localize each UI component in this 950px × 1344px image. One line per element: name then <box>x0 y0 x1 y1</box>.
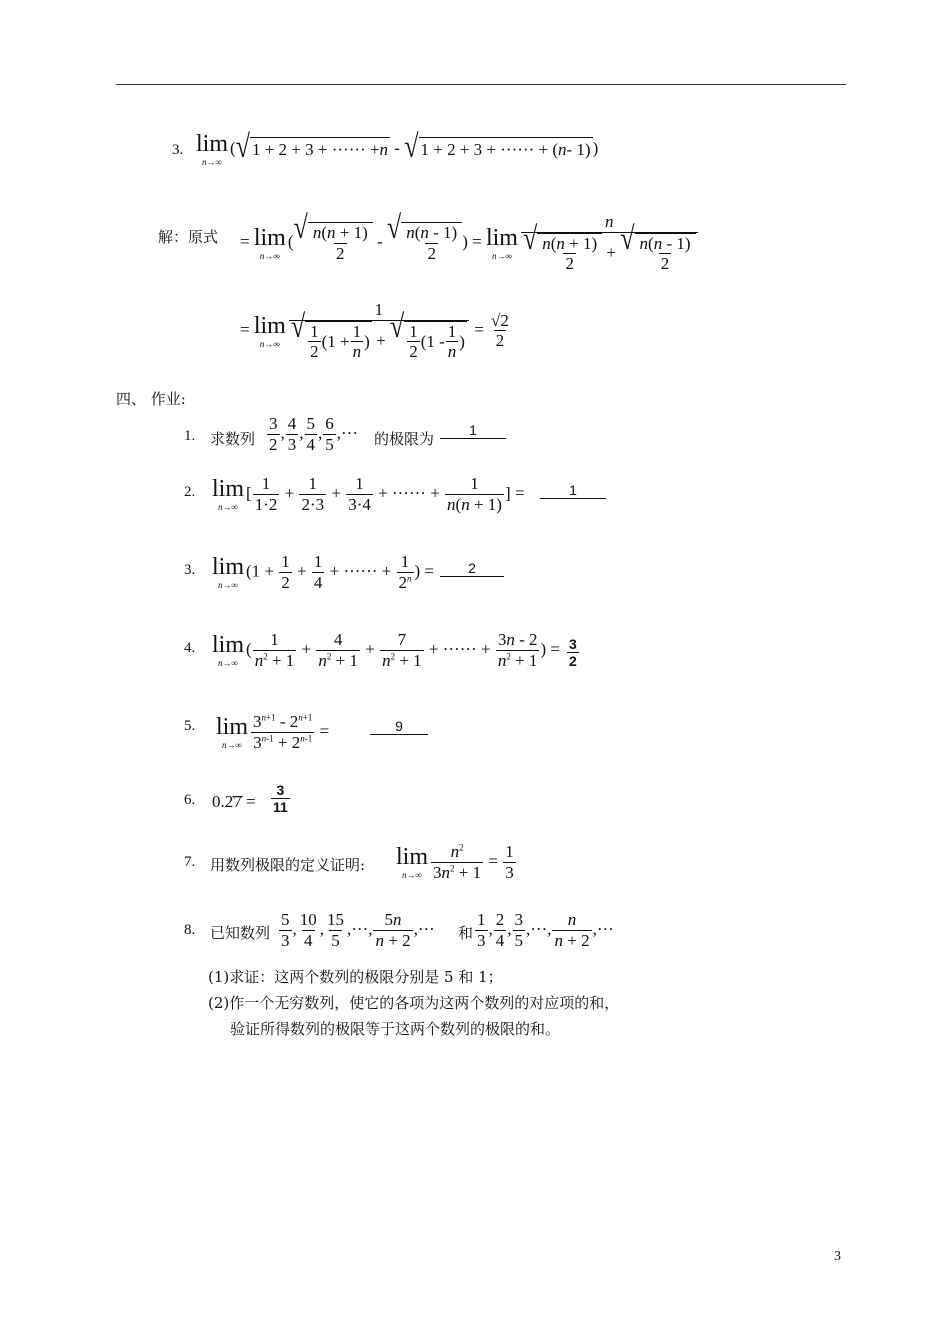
example-label: 3. <box>172 142 184 158</box>
hw-7-label: 7. <box>184 854 196 870</box>
hw-1-sequence: $\frac{3}{2}$ , $\frac{4}{3}$ , $\frac{5}{4}$ , $\frac{6}{5}$ ,··· <box>269 414 358 454</box>
hw-6-answer: $\frac{3}{11}$ <box>273 782 288 816</box>
hw-8-prefix: 已知数列 <box>210 924 271 942</box>
hw-4-expression: lim n→∞ ( $\frac{1}{n^2 + 1}$ + $\frac{4}{n^2 + 1}$ + $\frac{7}{n^2 + 1}$ + ······ + $\frac{3n - 2}{n^2 + 1}$ ) = <box>212 630 560 670</box>
hw-8-label: 8. <box>184 922 196 938</box>
page-number: 3 <box>834 1249 841 1264</box>
hw-4-label: 4. <box>184 640 196 656</box>
hw-8-sequence-a: $\frac{5}{3}$ , $\frac{10}{4}$ , $\frac{15}{5}$ ,···, $\frac{5n}{n + 2}$ ,··· <box>281 910 435 950</box>
hw-5-expression: lim n→∞ $\frac{3^{n+1} - 2^{n+1}}{3^{n-1} + 2^{n-1}}$ = <box>216 712 330 752</box>
hw-2-answer: 1 <box>540 482 606 500</box>
hw-8-sequence-b: $\frac{1}{3}$ , $\frac{2}{4}$ , $\frac{3}{5}$ ,···, $\frac{n}{n + 2}$ ,··· <box>477 910 614 950</box>
hw-4-answer: $\frac{3}{2}$ <box>569 636 577 670</box>
hw-7-prefix: 用数列极限的定义证明: <box>210 856 366 874</box>
solution-label: 解：原式 <box>158 228 219 246</box>
hw-8-middle: 和 <box>458 924 474 942</box>
hw-1-answer: 1 <box>440 422 506 440</box>
hw-3-answer: 2 <box>440 560 504 578</box>
header-rule <box>116 84 846 85</box>
hw-3-label: 3. <box>184 562 196 578</box>
hw-8-sub2: (2)作一个无穷数列，使它的各项为这两个数列的对应项的和， <box>208 994 620 1012</box>
solution-step-1: = lim n→∞ ( √ n(n + 1) 2 - √ n(n - 1) 2 ) = lim n→∞ n √ n(n + 1) 2 + √ n(n - 1) 2 <box>240 212 699 274</box>
hw-6-expression: 0.2̇7̇ = <box>212 792 256 811</box>
hw-1-suffix: 的极限为 <box>374 430 435 448</box>
hw-2-label: 2. <box>184 484 196 500</box>
hw-1-label: 1. <box>184 428 196 444</box>
hw-3-expression: lim n→∞ (1 + $\frac{1}{2}$ + $\frac{1}{4}$ + ······ + $\frac{1}{2^n}$ ) = <box>212 552 435 592</box>
hw-5-answer: 9 <box>370 718 428 736</box>
hw-2-expression: lim n→∞ [ $\frac{1}{1\cdot 2}$ + $\frac{1}{2\cdot 3}$ + $\frac{1}{3\cdot 4}$ + ······ + $\frac{1}{n(n + 1)}$ ] = <box>212 474 525 514</box>
homework-heading: 四、 作业: <box>116 390 186 408</box>
hw-1-prefix: 求数列 <box>210 430 256 448</box>
example-expression: lim n→∞ ( √ 1 + 2 + 3 + ······ + n - √ 1 + 2 + 3 + ······ + ( n - 1) ) <box>196 127 599 167</box>
hw-6-label: 6. <box>184 792 196 808</box>
hw-5-label: 5. <box>184 718 196 734</box>
hw-8-sub1: (1)求证：这两个数列的极限分别是 5 和 1； <box>208 968 503 986</box>
solution-step-2: = lim n→∞ 1 √ 1 2 (1 + 1 n ) + √ 1 2 (1 - 1 n ) = $\frac{√2}{2}$ <box>240 300 509 362</box>
hw-7-expression: lim n→∞ $\frac{n^2}{3n^2 + 1}$ = $\frac{1}{3}$ <box>396 842 514 882</box>
hw-8-sub3: 验证所得数列的极限等于这两个数列的极限的和。 <box>230 1020 561 1038</box>
